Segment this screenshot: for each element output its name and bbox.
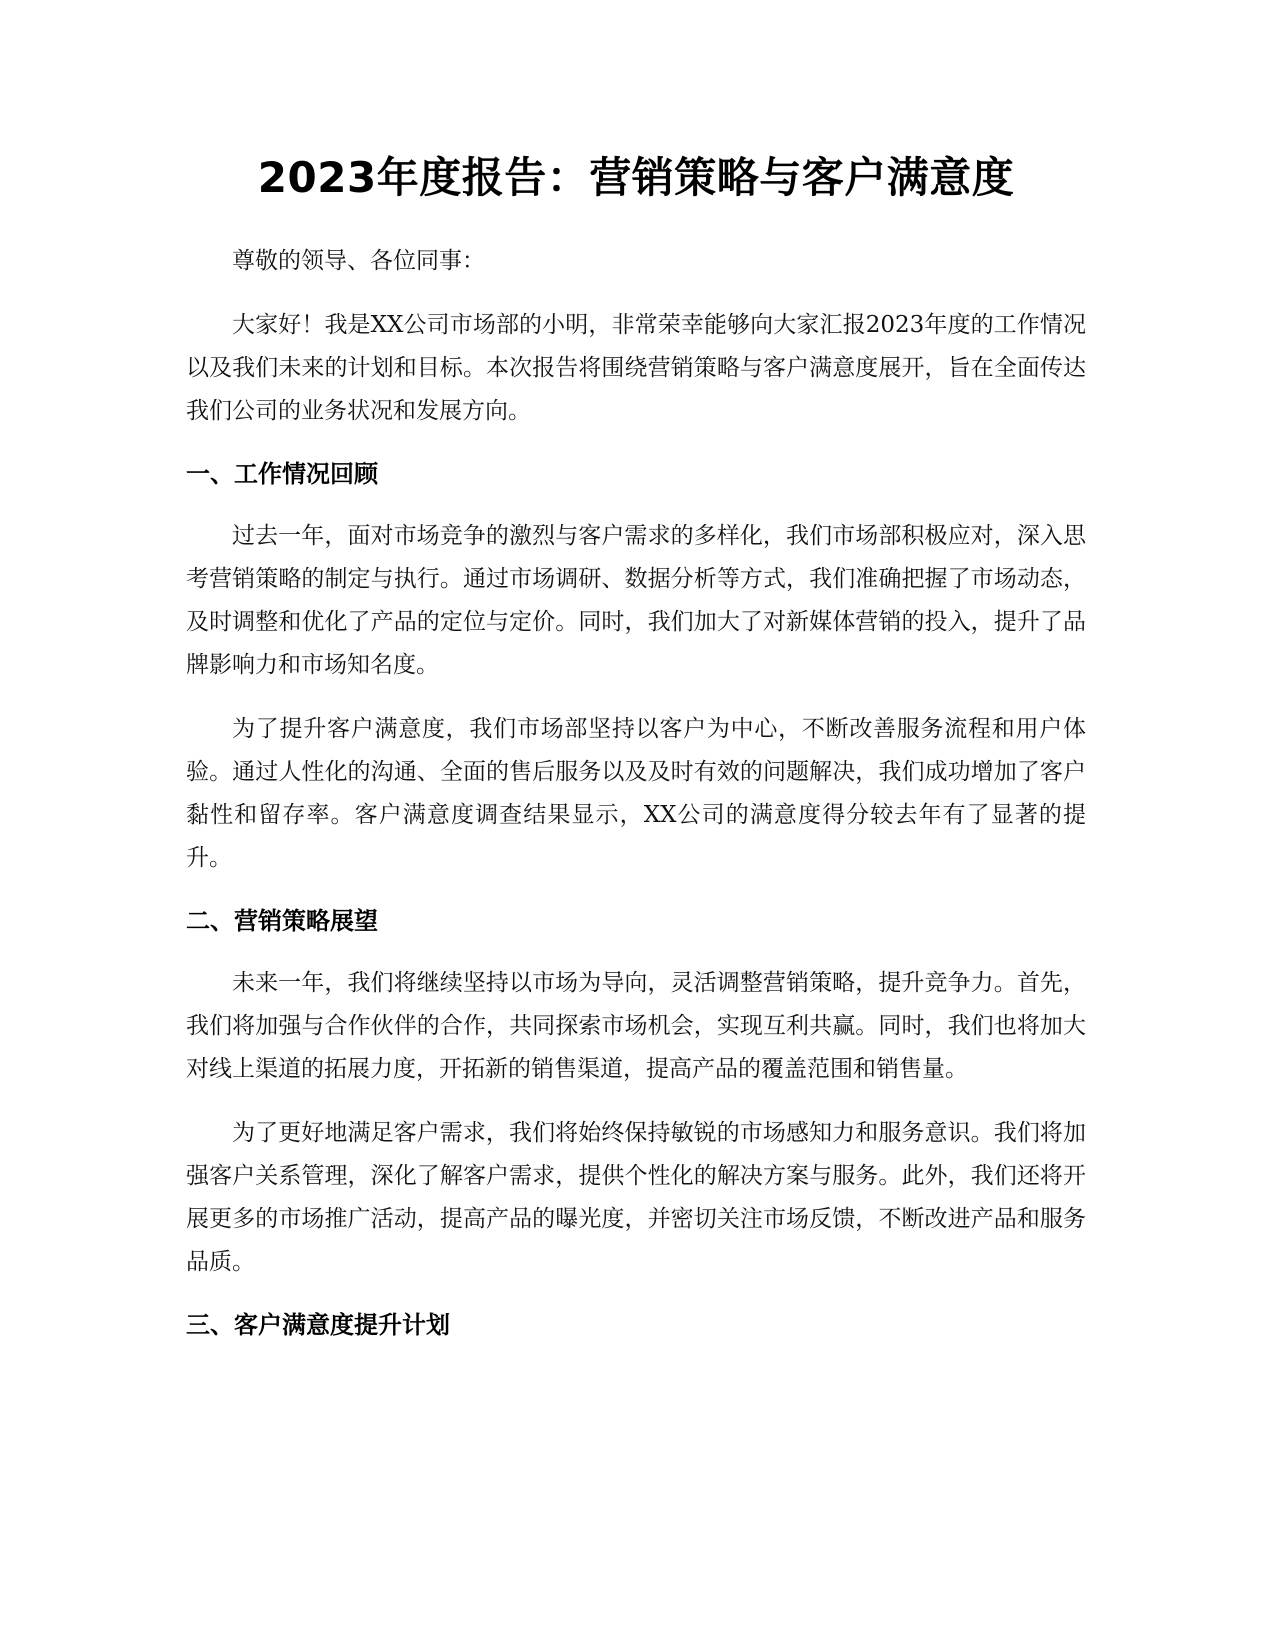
strategy-paragraph-1: 未来一年，我们将继续坚持以市场为导向，灵活调整营销策略，提升竞争力。首先，我们将加强与合作伙伴的合作，共同探索市场机会，实现互利共赢。同时，我们也将加大对线上渠道的拓展力度，开拓新的销售渠道，提高产品的覆盖范围和销售量。	[186, 970, 1086, 1082]
review-paragraph-2: 为了提升客户满意度，我们市场部坚持以客户为中心，不断改善服务流程和用户体验。通过人性化的沟通、全面的售后服务以及及时有效的问题解决，我们成功增加了客户黏性和留存率。客户满意度调查结果显示，XX公司的满意度得分较去年有了显著的提升。	[186, 716, 1086, 871]
strategy-paragraph-2: 为了更好地满足客户需求，我们将始终保持敏锐的市场感知力和服务意识。我们将加强客户关系管理，深化了解客户需求，提供个性化的解决方案与服务。此外，我们还将开展更多的市场推广活动，提高产品的曝光度，并密切关注市场反馈，不断改进产品和服务品质。	[186, 1120, 1086, 1275]
intro-paragraph: 大家好！我是XX公司市场部的小明，非常荣幸能够向大家汇报2023年度的工作情况以及我们未来的计划和目标。本次报告将围绕营销策略与客户满意度展开，旨在全面传达我们公司的业务状况和发展方向。	[186, 312, 1086, 424]
document-title: 2023年度报告：营销策略与客户满意度	[257, 153, 1015, 202]
section-heading-review: 一、工作情况回顾	[186, 460, 378, 488]
document-body	[186, 148, 1086, 1366]
section-heading-satisfaction-plan: 三、客户满意度提升计划	[186, 1311, 450, 1339]
review-paragraph-1: 过去一年，面对市场竞争的激烈与客户需求的多样化，我们市场部积极应对，深入思考营销策略的制定与执行。通过市场调研、数据分析等方式，我们准确把握了市场动态，及时调整和优化了产品的定位与定价。同时，我们加大了对新媒体营销的投入，提升了品牌影响力和市场知名度。	[186, 523, 1086, 678]
salutation: 尊敬的领导、各位同事：	[232, 248, 485, 274]
section-heading-strategy: 二、营销策略展望	[186, 907, 378, 935]
